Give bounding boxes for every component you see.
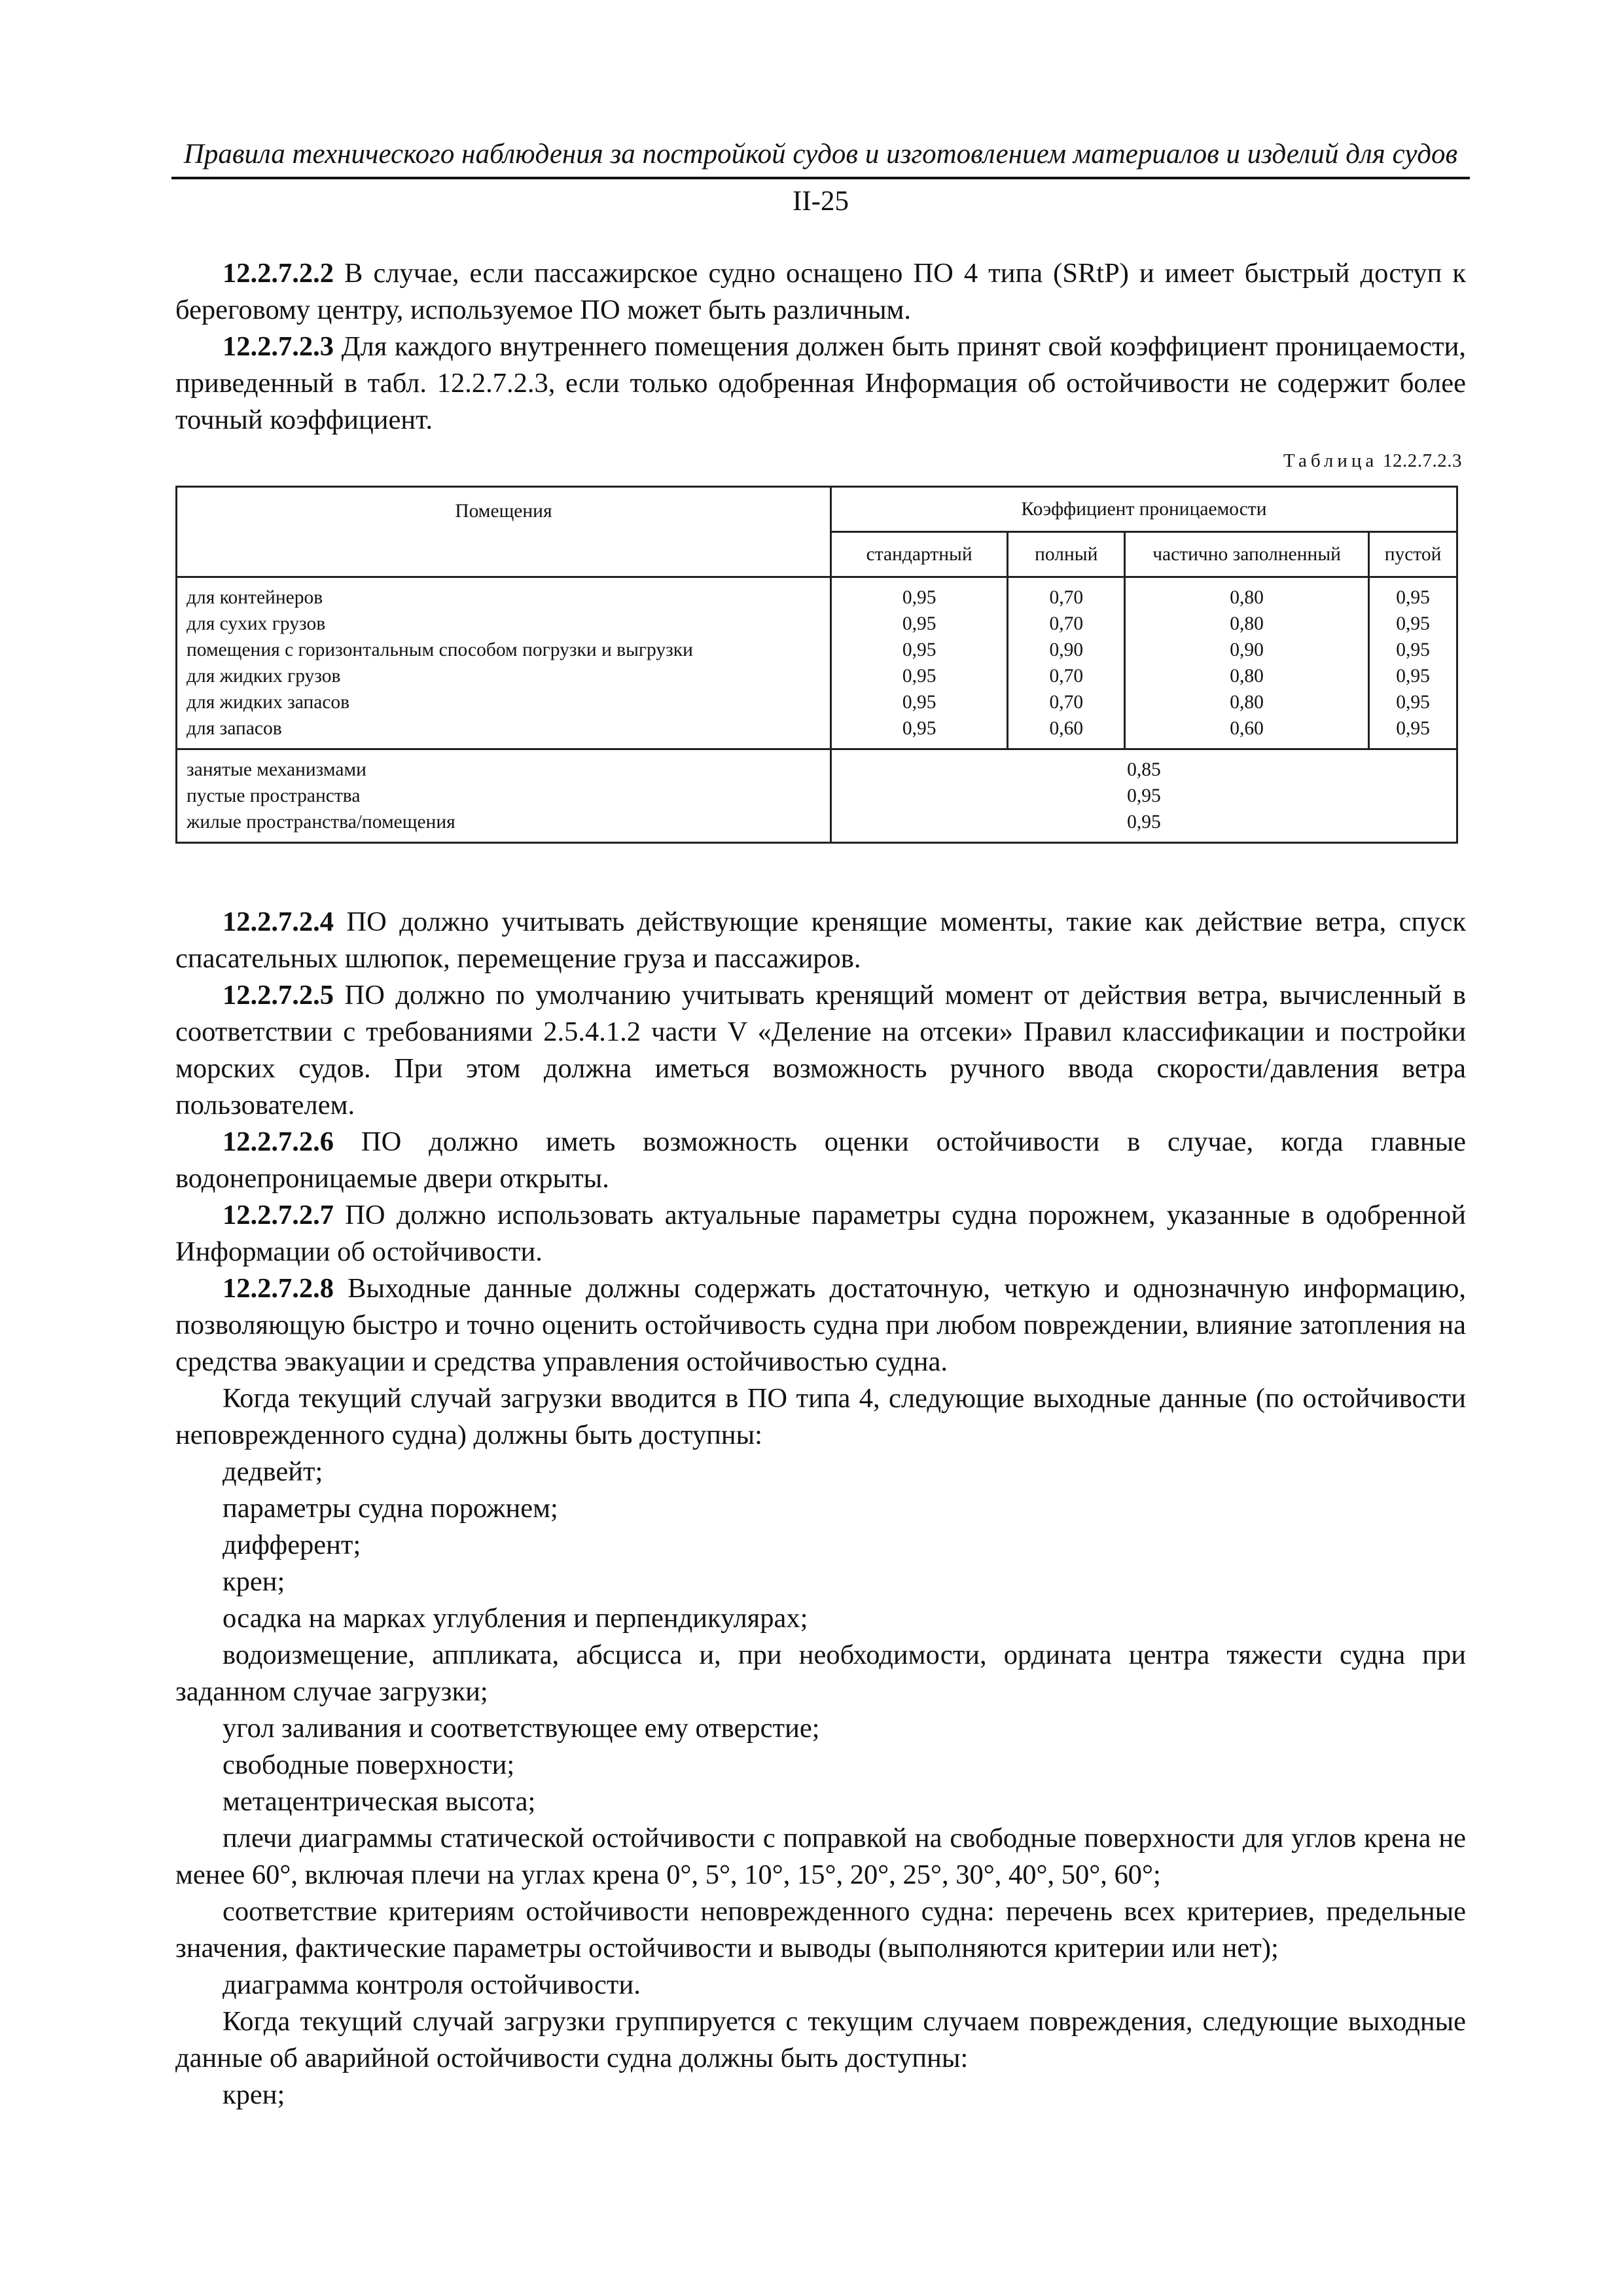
paragraph-12-2-7-2-2 [175,255,1466,329]
paragraph-12-2-7-2-5 [175,977,1466,1124]
value: 0,70 [1049,613,1084,634]
table-row-spaces-group [177,749,1457,843]
paragraph-text: Выходные данные должны содержать достаточную, четкую и однозначную информацию, позволяющую быстро и точно оценить остойчивость судна при любом повреждении, влияние затопления на средства эвакуации и средства управления остойчивостью судна. [175,1273,1466,1377]
intact-item: осадка на марках углубления и перпендикулярах; [223,1603,808,1634]
intact-item: диаграмма контроля остойчивости. [223,1969,641,2000]
paragraph-number: 12.2.7.2.3 [223,331,334,362]
value: 0,95 [902,613,936,634]
value: 0,95 [902,666,936,687]
rooms-cell [177,749,831,843]
room-name: жилые пространства/помещения [187,812,455,833]
value: 0,80 [1230,692,1264,713]
value: 0,95 [1396,718,1430,739]
value: 0,70 [1049,692,1084,713]
value: 0,70 [1049,587,1084,608]
permeability-table [175,486,1458,844]
damage-output-intro: Когда текущий случай загрузки группируется с текущим случаем повреждения, следующие выходные данные об аварийной остойчивости судна должны быть доступны: [175,2006,1466,2073]
value: 0,95 [902,587,936,608]
value: 0,80 [1230,587,1264,608]
rooms-cell [177,577,831,749]
value: 0,95 [1396,666,1430,687]
value: 0,80 [1230,613,1264,634]
merged-values-cell [830,749,1457,843]
paragraph-12-2-7-2-8 [175,1270,1466,1380]
paragraph-12-2-7-2-7 [175,1197,1466,1270]
paragraph-number: 12.2.7.2.7 [223,1200,334,1230]
intact-item: метацентрическая высота; [223,1786,536,1817]
intact-item: водоизмещение, аппликата, абсцисса и, при необходимости, ордината центра тяжести судна при заданном случае загрузки; [175,1640,1466,1707]
table-caption [175,442,1462,479]
value: 0,95 [1127,785,1161,806]
intact-item: угол заливания и соответствующее ему отверстие; [223,1713,820,1744]
paragraph-text: ПО должно использовать актуальные параметры судна порожнем, указанные в одобренной Информации об остойчивости. [175,1200,1466,1267]
paragraph-number: 12.2.7.2.6 [223,1126,334,1157]
col-header-rooms: Помещения [177,487,831,577]
col-header-partial: частично заполненный [1125,532,1369,577]
col-header-empty: пустой [1369,532,1457,577]
paragraph-number: 12.2.7.2.5 [223,980,334,1011]
paragraph-text: ПО должно иметь возможность оценки остойчивости в случае, когда главные водонепроницаемые двери открыты. [175,1126,1466,1194]
value: 0,90 [1230,639,1264,660]
intact-item: соответствие критериям остойчивости неповрежденного судна: перечень всех критериев, предельные значения, фактические параметры остойчивости и выводы (выполняются критерии или нет); [175,1896,1466,1964]
intact-output-intro: Когда текущий случай загрузки вводится в ПО типа 4, следующие выходные данные (по остойчивости неповрежденного судна) должны быть доступны: [175,1383,1466,1450]
value: 0,95 [902,692,936,713]
value: 0,95 [1396,639,1430,660]
room-name: для жидких запасов [187,692,350,713]
room-name: для контейнеров [187,587,323,608]
col-header-full: полный [1008,532,1125,577]
damage-item: крен; [223,2079,285,2110]
col-header-permeability: Коэффициент проницаемости [830,487,1457,532]
paragraph-12-2-7-2-6 [175,1124,1466,1197]
partial-values-cell [1125,577,1369,749]
full-values-cell [1008,577,1125,749]
header-rule [171,177,1470,179]
paragraph-text: В случае, если пассажирское судно оснащено ПО 4 типа (SRtP) и имеет быстрый доступ к береговому центру, используемое ПО может быть различным. [175,258,1466,325]
intact-item: свободные поверхности; [223,1749,515,1780]
value: 0,70 [1049,666,1084,687]
room-name: помещения с горизонтальным способом погрузки и выгрузки [187,639,693,660]
table-caption-label: Таблица [1283,450,1378,471]
value: 0,95 [1127,812,1161,833]
intact-item: плечи диаграммы статической остойчивости с поправкой на свободные поверхности для углов крена не менее 60°, включая плечи на углах крена 0°, 5°, 10°, 15°, 20°, 25°, 30°, 40°, 50°, 60°; [175,1823,1466,1890]
intact-item: параметры судна порожнем; [223,1493,558,1524]
value: 0,95 [1396,692,1430,713]
room-name: для сухих грузов [187,613,326,634]
paragraph-number: 12.2.7.2.2 [223,258,334,289]
paragraph-number: 12.2.7.2.4 [223,906,334,937]
col-header-standard: стандартный [830,532,1008,577]
room-name: для жидких грузов [187,666,341,687]
value: 0,95 [902,639,936,660]
value: 0,95 [902,718,936,739]
value: 0,85 [1127,759,1161,780]
paragraph-text: ПО должно учитывать действующие кренящие моменты, такие как действие ветра, спуск спасательных шлюпок, перемещение груза и пассажиров. [175,906,1466,974]
running-header: Правила технического наблюдения за постройкой судов и изготовлением материалов и изделий для судов [183,139,1458,170]
standard-values-cell [830,577,1008,749]
room-name: занятые механизмами [187,759,366,780]
intact-item: дедвейт; [223,1456,323,1487]
table-row-cargo-group [177,577,1457,749]
value: 0,60 [1230,718,1264,739]
paragraph-text: Для каждого внутреннего помещения должен быть принят свой коэффициент проницаемости, приведенный в табл. 12.2.7.2.3, если только одобренная Информация об остойчивости не содержит более точный коэффициент. [175,331,1466,435]
paragraph-12-2-7-2-4 [175,904,1466,977]
value: 0,80 [1230,666,1264,687]
intact-item: дифферент; [223,1530,361,1560]
page-number: II-25 [793,186,849,217]
value: 0,90 [1049,639,1084,660]
paragraph-12-2-7-2-3 [175,329,1466,439]
paragraph-text: ПО должно по умолчанию учитывать кренящий момент от действия ветра, вычисленный в соответствии с требованиями 2.5.4.1.2 части V «Деление на отсеки» Правил классификации и постройки морских судов. При этом должна иметься возможность ручного ввода скорости/давления ветра пользователем. [175,980,1466,1121]
document-body [175,255,1466,2113]
empty-values-cell [1369,577,1457,749]
intact-item: крен; [223,1566,285,1597]
value: 0,95 [1396,587,1430,608]
room-name: пустые пространства [187,785,361,806]
table-caption-number: 12.2.7.2.3 [1383,450,1462,471]
room-name: для запасов [187,718,282,739]
value: 0,95 [1396,613,1430,634]
paragraph-number: 12.2.7.2.8 [223,1273,334,1304]
value: 0,60 [1049,718,1084,739]
